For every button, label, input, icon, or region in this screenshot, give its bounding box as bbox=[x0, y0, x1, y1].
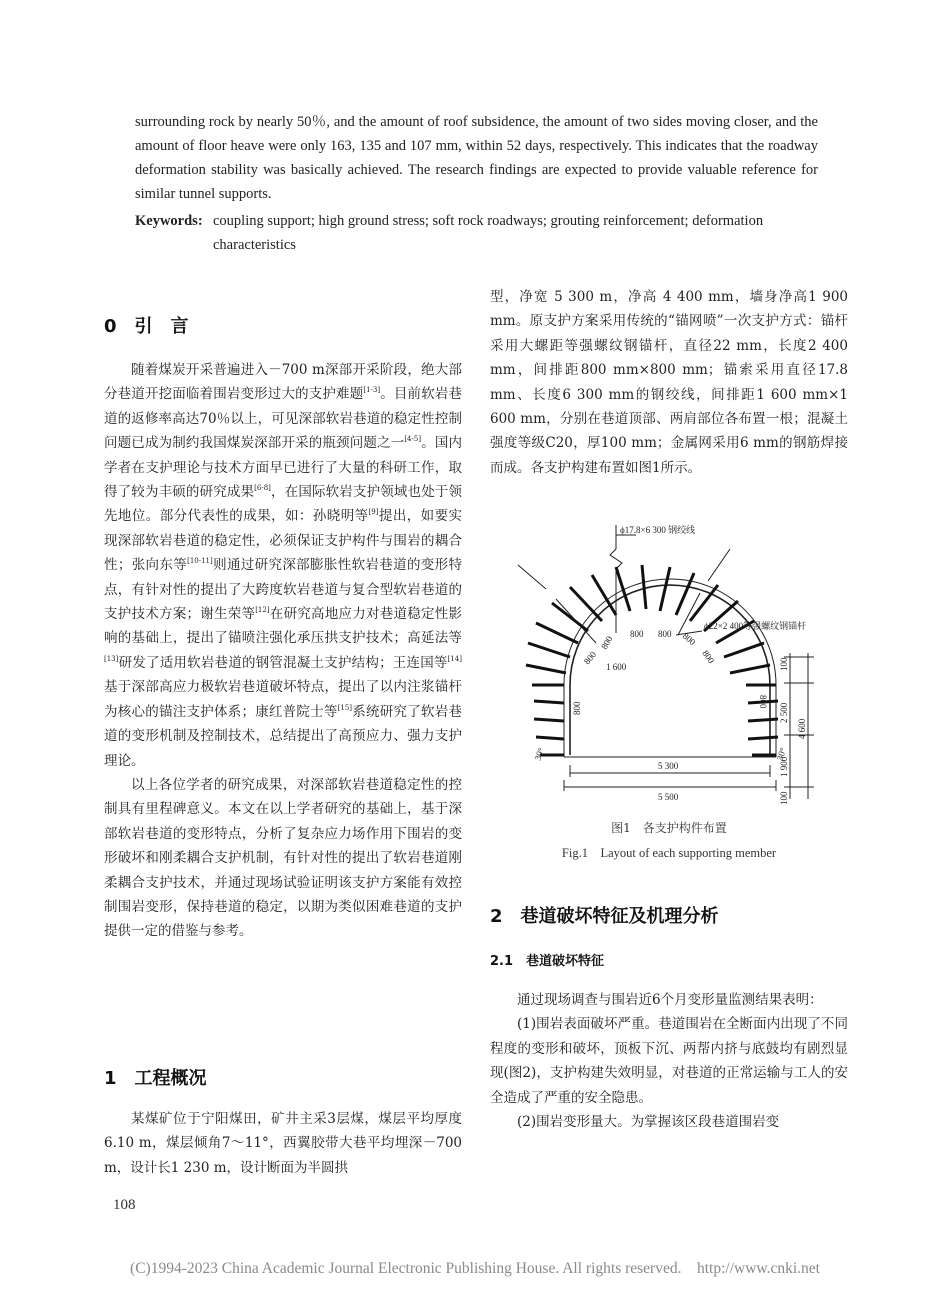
label-30deg-left: 30° bbox=[532, 746, 547, 762]
section-0-body bbox=[104, 358, 462, 944]
label-100-bottom: 100 bbox=[779, 791, 789, 805]
figure-1-caption-en: Fig.1 Layout of each supporting member bbox=[561, 846, 777, 860]
label-800-g: 800 bbox=[572, 701, 582, 715]
label-5500: 5 500 bbox=[658, 792, 679, 802]
label-800-h: 800 bbox=[758, 695, 768, 709]
keywords-label: Keywords: bbox=[135, 213, 203, 229]
label-800-a: 800 bbox=[599, 634, 615, 651]
page-number: 108 bbox=[113, 1197, 136, 1213]
section-2-title: 2 巷道破坏特征及机理分析 bbox=[490, 906, 719, 927]
section-2-paragraph-3: (2)围岩变形量大。为掌握该区段巷道围岩变 bbox=[517, 1114, 780, 1131]
label-800-c: 800 bbox=[630, 629, 644, 639]
abstract bbox=[135, 110, 818, 206]
section-1-paragraph-1-cont: 型，净宽 5 300 m，净高 4 400 mm，墙身净高1 900 mm。原支护方案采用传统的“锚网喷”一次支护方式：锚杆采用大螺距等强螺纹钢锚杆，直径22 mm，长度2 400 mm，间排距800 mm×800 mm；锚索采用直径17.8 mm、长度6 300 mm的钢绞线，间排距1 600 mm×1 600 mm，分别在巷道顶部、两肩部位各布置一根；混凝土强度等级C20，厚100 mm；金属网采用6 mm的钢筋焊接而成。各支护构建布置如图1所示。 bbox=[490, 289, 848, 476]
label-800-e: 800 bbox=[680, 630, 698, 648]
section-2-body bbox=[490, 988, 848, 1134]
label-4600: 4 600 bbox=[797, 718, 807, 739]
label-bolt: ϕ22×2 400等强螺纹钢锚杆 bbox=[704, 621, 807, 631]
section-0-paragraph-2: 以上各位学者的研究成果，对深部软岩巷道稳定性的控制具有里程碑意义。本文在以上学者研究的基础上，基于深部软岩巷道的变形特点，分析了复杂应力场作用下围岩的变形破坏和刚柔耦合支护机制，有针对性的提出了软岩巷道刚柔耦合支护技术，并通过现场试验证明该支护方案能有效控制围岩变形，保持巷道的稳定，以期为类似困难巷道的支护提供一定的借鉴与参考。 bbox=[104, 776, 462, 940]
cable-right-a bbox=[708, 549, 730, 581]
keywords-text: coupling support; high ground stress; soft rock roadways; grouting reinforcement; deformation characteristics bbox=[213, 213, 764, 253]
cable-left-a bbox=[518, 565, 546, 589]
section-1-title: 1 工程概况 bbox=[104, 1068, 207, 1089]
section-0-title: 0 引 言 bbox=[104, 316, 189, 337]
label-30deg-right: 30° bbox=[774, 746, 789, 762]
section-1-paragraph-1: 某煤矿位于宁阳煤田，矿井主采3层煤，煤层平均厚度6.10 m，煤层倾角7～11°，西翼胶带大巷平均埋深－700 m，设计长1 230 m，设计断面为半圆拱 bbox=[104, 1111, 462, 1176]
label-800-d: 800 bbox=[658, 629, 672, 639]
section-0-paragraph-1: 随着煤炭开采普遍进入－700 m深部开采阶段，绝大部分巷道开挖面临着围岩变形过大的支护难题[1-3]。目前软岩巷道的返修率高达70％以上，可见深部软岩巷道的稳定性控制问题已成为制约我国煤炭深部开采的瓶颈问题之一[4-5]。国内学者在支护理论与技术方面早已进行了大量的科研工作，取得了较为丰硕的研究成果[6-8]，在国际软岩支护领域也处于领先地位。部分代表性的成果，如：孙晓明等[9]提出，如要实现深部软岩巷道的稳定性，必须保证支护构件与围岩的耦合性；张向东等[10-11]则通过研究深部膨胀性软岩巷道的变形特点，有针对性的提出了大跨度软岩巷道与复合型软岩巷道的支护技术方案；谢生荣等[12]在研究高地应力对巷道稳定性影响的基础上，提出了锚喷注强化承压拱支护技术；高延法等[13]研发了适用软岩巷道的钢管混凝土支护结构；王连国等[14]基于深部高应力极软岩巷道破坏特点，提出了以内注浆锚杆为核心的锚注支护体系；康红普院士等[15]系统研究了软岩巷道的变形机制及控制技术，总结提出了高预应力、强力支护理论。 bbox=[104, 362, 463, 769]
label-cable: ϕ17.8×6 300 钢绞线 bbox=[620, 525, 696, 535]
section-2-paragraph-2: (1)围岩表面破坏严重。巷道围岩在全断面内出现了不同程度的变形和破坏，顶板下沉、两帮内挤与底鼓均有剧烈显现(图2)，支护构建失效明显，对巷道的正常运输与工人的安全造成了严重的安全隐患。 bbox=[490, 1016, 848, 1106]
abstract-text: surrounding rock by nearly 50％, and the amount of roof subsidence, the amount of two sides moving closer, and the amount of floor heave were only 163, 135 and 107 mm, within 52 days, respectively. This indicates that the roadway deformation stability was basically achieved. The research findings are expected to provide valuable reference for similar tunnel supports. bbox=[135, 114, 818, 202]
label-5300: 5 300 bbox=[658, 761, 679, 771]
section-1-body-right bbox=[490, 285, 848, 480]
section-2-paragraph-1: 通过现场调查与围岩近6个月变形量监测结果表明： bbox=[517, 992, 823, 1008]
shotcrete-layer bbox=[564, 579, 776, 757]
label-1600: 1 600 bbox=[606, 662, 627, 672]
figure-1-caption-zh: 图1 各支护构件布置 bbox=[611, 821, 727, 835]
label-100-top: 100 bbox=[779, 657, 789, 671]
label-1900: 1 900 bbox=[779, 756, 789, 777]
label-800-f: 800 bbox=[700, 648, 717, 666]
figure-1-diagram bbox=[508, 525, 838, 815]
section-1-body-left bbox=[104, 1107, 462, 1180]
label-2500: 2 500 bbox=[779, 702, 789, 723]
keywords bbox=[135, 209, 818, 257]
label-800-b: 800 bbox=[581, 649, 599, 667]
copyright-footer: (C)1994-2023 China Academic Journal Electronic Publishing House. All rights reserved. http://www.cnki.net bbox=[130, 1260, 820, 1277]
section-2-1-title: 2.1 巷道破坏特征 bbox=[490, 954, 605, 969]
